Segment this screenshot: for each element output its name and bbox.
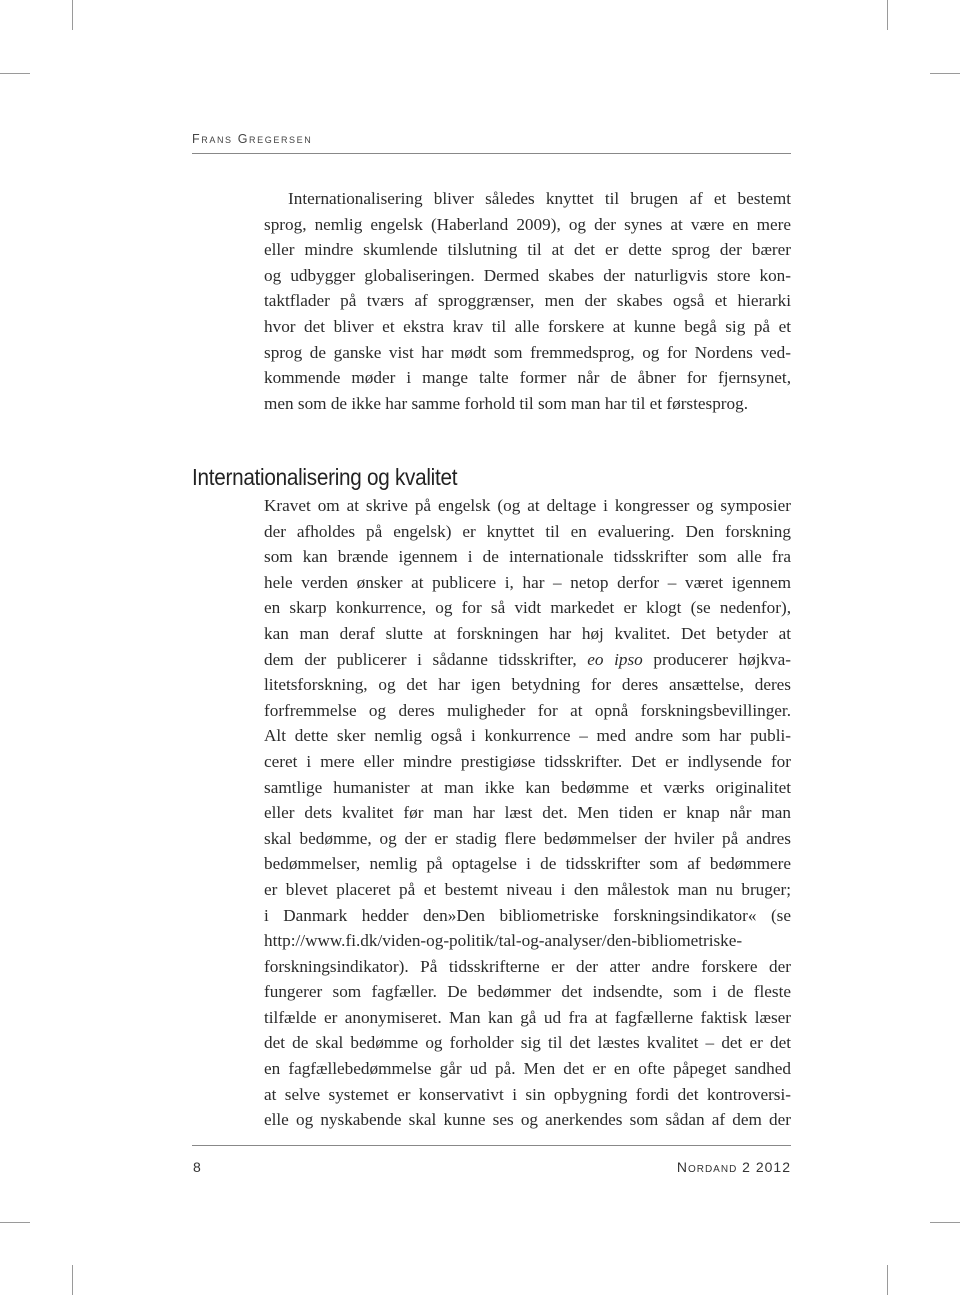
text-line: skal bedømme, og der er stadig flere bedømmelser der hviler på andres — [264, 828, 791, 848]
text-line: er blevet placeret på et bestemt niveau i den målestok man nu bruger; — [264, 879, 791, 899]
footer-rule — [192, 1145, 791, 1146]
text-line: en skarp konkurrence, og for så vidt markedet er klogt (se nedenfor), — [264, 598, 791, 618]
text-segment: dem der publicerer i sådanne tidsskrifter, — [264, 649, 588, 669]
text-line: hvor det bliver et ekstra krav til alle forskere at kunne begå sig på et — [264, 316, 791, 336]
text-line: Alt dette sker nemlig også i konkurrence – med andre som har publi- — [264, 726, 791, 746]
text-line: forskningsindikator). På tidsskrifterne er der atter andre forskere der — [264, 956, 791, 976]
text-line: som kan brænde igennem i de internationale tidsskrifter som alle fra — [264, 547, 791, 567]
text-line: en fagfællebedømmelse går ud på. Men det er en ofte påpeget sandhed — [264, 1059, 791, 1079]
text-line: tilfælde er anonymiseret. Man kan gå ud fra at fagfællerne faktisk læser — [264, 1007, 791, 1027]
crop-mark — [930, 73, 960, 74]
text-line: og udbygger globaliseringen. Dermed skabes der naturligvis store kon- — [264, 265, 791, 285]
text-line: bedømmelser, nemlig på optagelse i de tidsskrifter som af bedømmere — [264, 854, 791, 874]
page-number: 8 — [193, 1159, 201, 1175]
text-line: elle og nyskabende skal kunne ses og anerkendes som sådan af dem der — [264, 1110, 791, 1130]
italic-phrase: eo ipso — [587, 649, 643, 669]
crop-mark — [72, 1265, 73, 1295]
running-head: Frans Gregersen — [192, 132, 313, 146]
crop-mark — [887, 0, 888, 30]
journal-name: Nordand 2 2012 — [676, 1159, 791, 1175]
text-line: ceret i mere eller mindre prestigiøse tidsskrifter. Det er indlysende for — [264, 751, 791, 771]
crop-mark — [0, 73, 30, 74]
text-line: forfremmelse og deres muligheder for at opnå forskningsbevillinger. — [264, 700, 791, 720]
text-segment: producerer højkva- — [642, 649, 791, 669]
crop-mark — [72, 0, 73, 30]
text-line: eller dets kvalitet før man har læst det. Men tiden er knap når man — [264, 803, 791, 823]
text-line: Kravet om at skrive på engelsk (og at deltage i kongresser og symposier — [264, 496, 791, 515]
section-paragraph — [264, 493, 791, 1133]
text-line: kommende møder i mange talte former når de åbner for fjernsynet, — [264, 368, 791, 388]
text-line: taktflader på tværs af sproggrænser, men der skabes også et hierarki — [264, 291, 791, 311]
crop-mark — [887, 1265, 888, 1295]
text-line: litetsforskning, og det har igen betydning for deres ansættelse, deres — [264, 675, 791, 695]
text-line: kan man deraf slutte at forskningen har høj kvalitet. Det betyder at — [264, 623, 791, 643]
text-line: eller mindre skumlende tilslutning til at det er dette sprog der bærer — [264, 240, 791, 260]
text-line: fungerer som fagfæller. De bedømmer det indsendte, som i de fleste — [264, 982, 791, 1002]
text-line: sprog, nemlig engelsk (Haberland 2009), og der synes at være en mere — [264, 214, 791, 234]
crop-mark — [930, 1222, 960, 1223]
text-line: i Danmark hedder den»Den bibliometriske forskningsindikator« (se — [264, 905, 791, 925]
text-line: det de skal bedømme og forholder sig til det læstes kvalitet – det er det — [264, 1033, 791, 1053]
text-line: Internationalisering bliver således knyttet til brugen af et bestemt — [288, 189, 791, 208]
text-line: sprog de ganske vist har mødt som fremmedsprog, og for Nordens ved- — [264, 342, 791, 362]
text-line: hele verden ønsker at publicere i, har – netop derfor – været igennem — [264, 572, 791, 592]
text-line: samtlige humanister at man ikke kan bedømme et værks originalitet — [264, 777, 791, 797]
text-line-with-italic — [264, 647, 791, 673]
intro-paragraph — [264, 186, 791, 416]
text-line: men som de ikke har samme forhold til som man har til et førstesprog. — [264, 393, 749, 413]
header-rule — [192, 153, 791, 154]
crop-mark — [0, 1222, 30, 1223]
text-line: der afholdes på engelsk) er knyttet til en evaluering. Den forskning — [264, 521, 791, 541]
section-heading: Internationalisering og kvalitet — [192, 464, 458, 490]
text-line: http://www.fi.dk/viden-og-politik/tal-og-analyser/den-bibliometriske- — [264, 931, 743, 951]
text-line: at selve systemet er konservativt i sin opbygning fordi det kontroversi- — [264, 1084, 791, 1104]
